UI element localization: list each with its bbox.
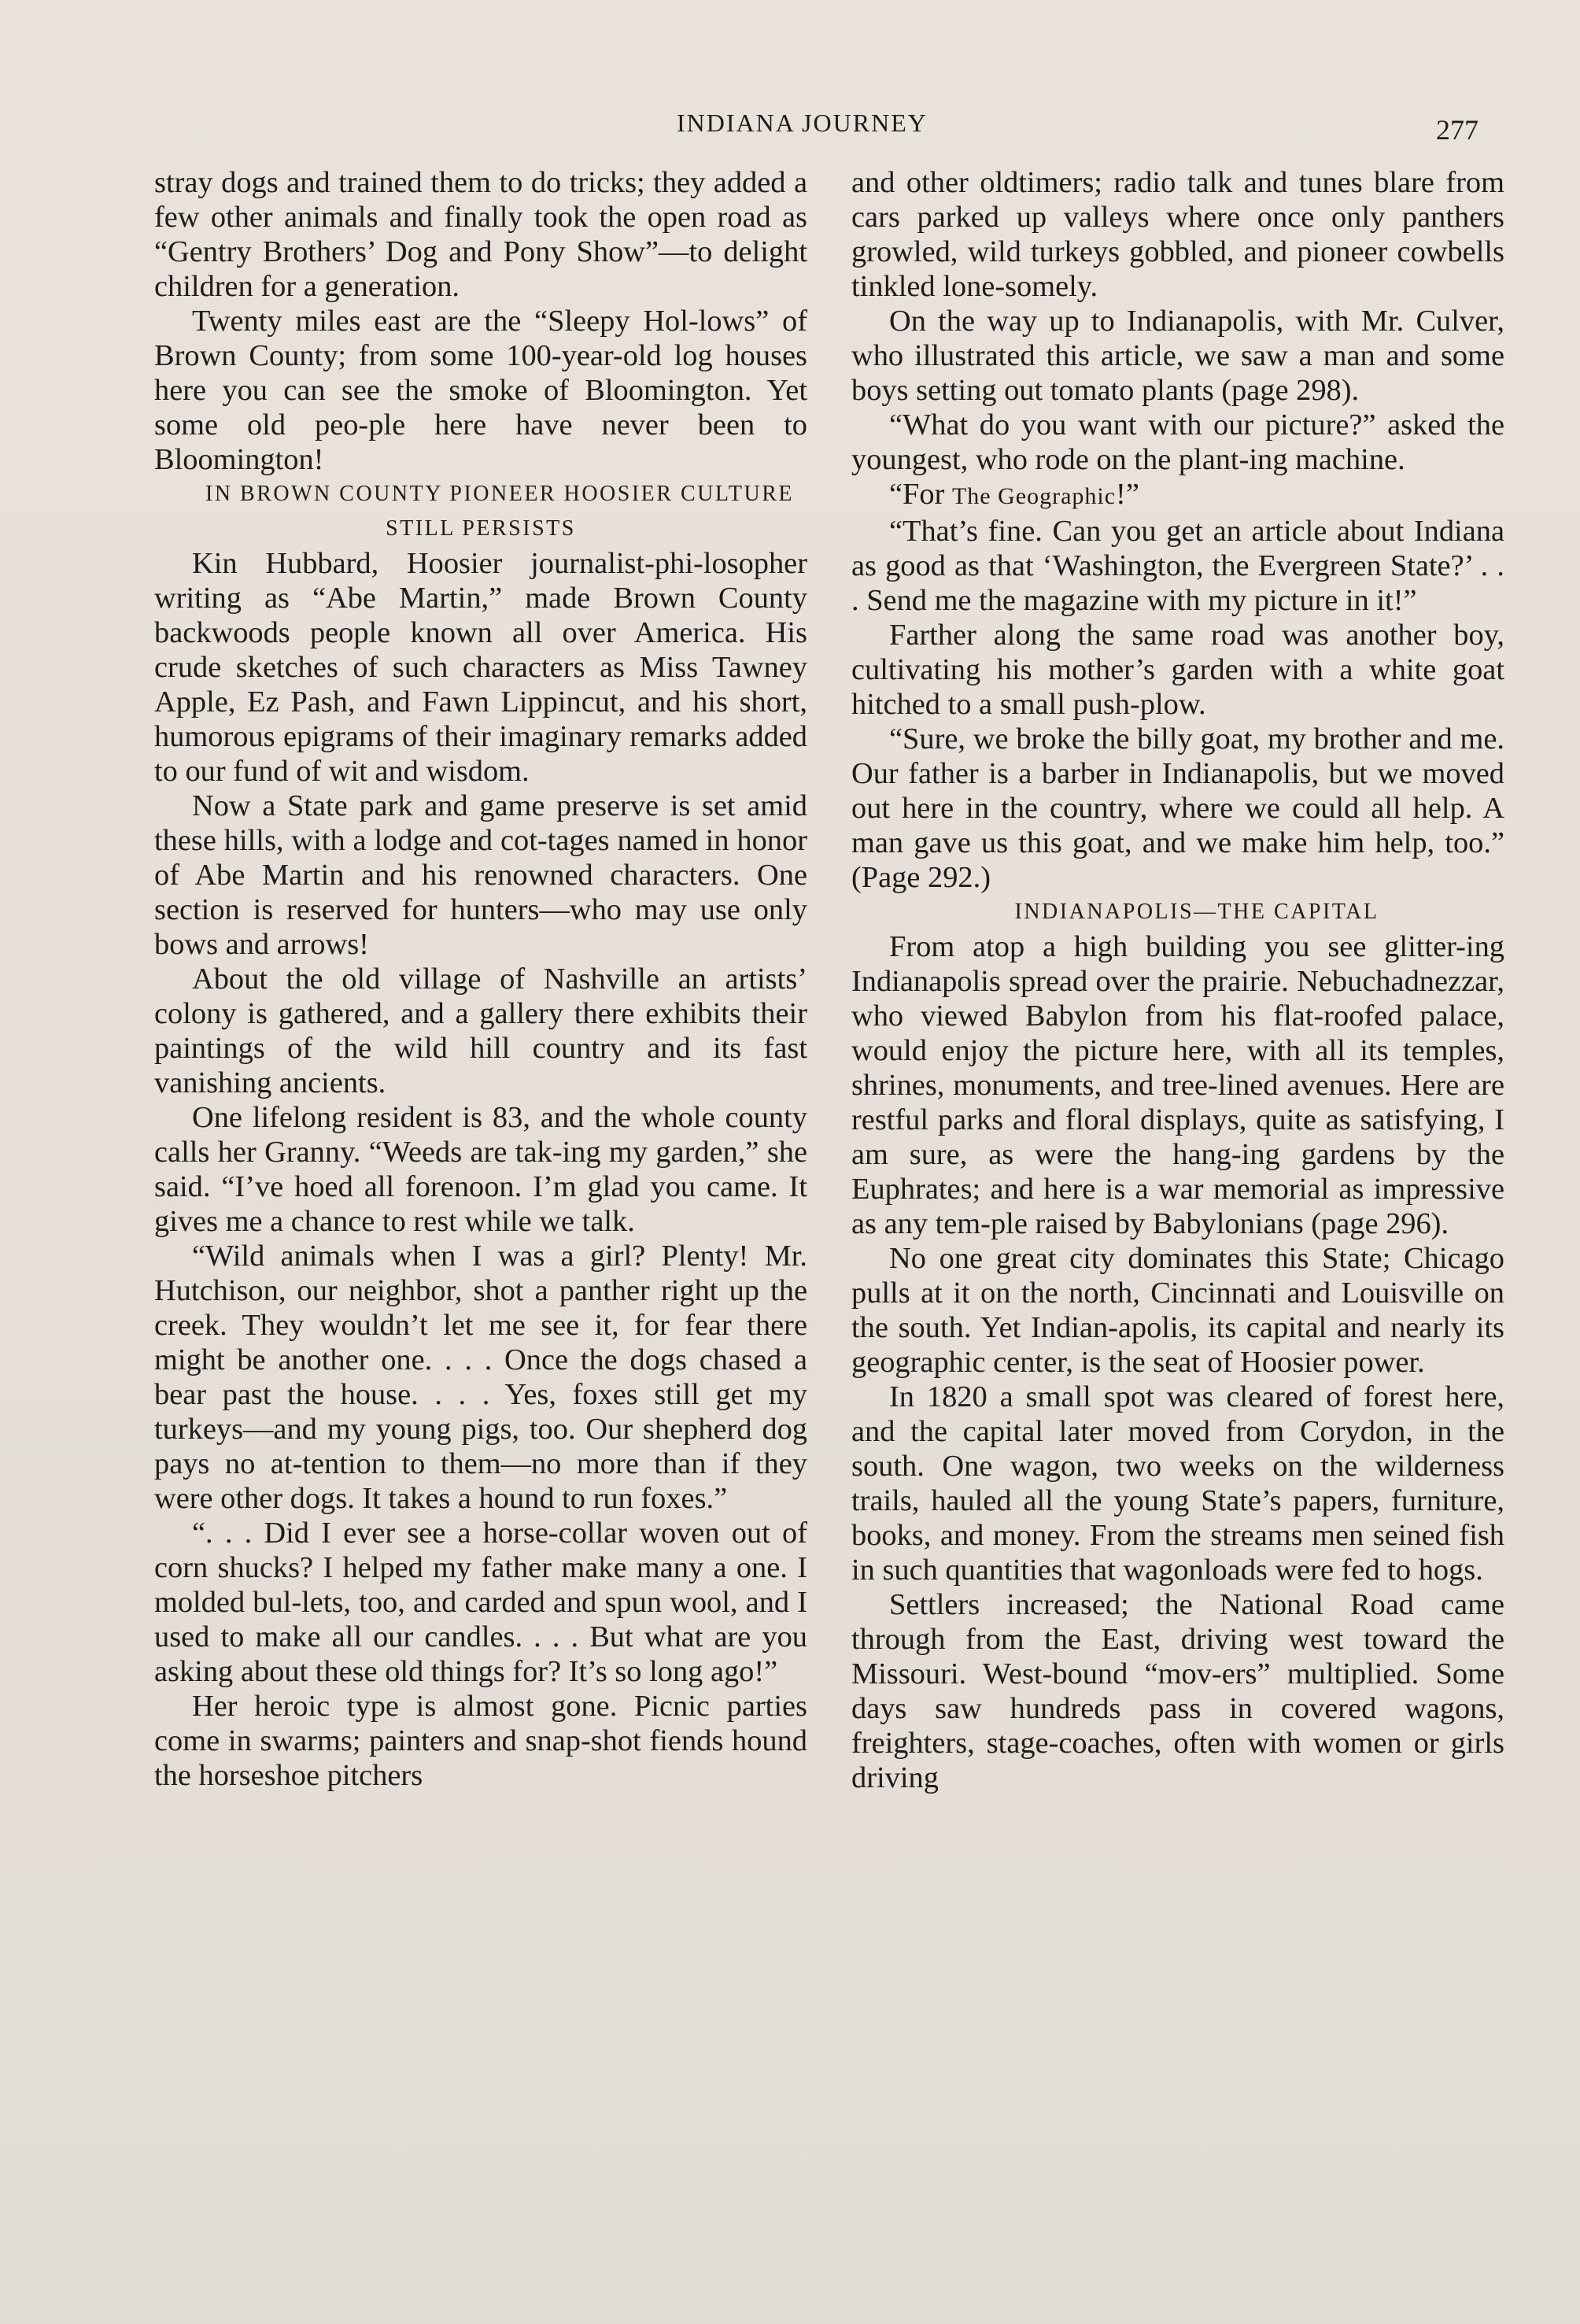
paragraph: One lifelong resident is 83, and the whole county calls her Granny. “Weeds are tak-ing my garden,” she said. “I’ve hoed all forenoon. I’m glad you came. It gives me a chance to rest while we talk.: [154, 1101, 807, 1238]
paragraph: On the way up to Indianapolis, with Mr. Culver, who illustrated this article, we saw a man and some boys setting out tomato plants (page 298).: [851, 305, 1504, 407]
left-column: [154, 165, 807, 1793]
paragraph: “. . . Did I ever see a horse-collar woven out of corn shucks? I helped my father make many a one. I molded bul-lets, too, and carded and spun wool, and I used to make all our candles. . . . But what are you asking about these old things for? It’s so long ago!”: [154, 1517, 807, 1688]
magazine-name: The Geographic: [951, 483, 1117, 509]
running-head: INDIANA JOURNEY: [677, 109, 928, 137]
paragraph: [851, 477, 1504, 514]
paragraph: Settlers increased; the National Road came through from the East, driving west toward the Missouri. West-bound “mov-ers” multiplied. Some days saw hundreds pass in covered wagons, freighters, stage-coaches, often with women or girls driving: [851, 1588, 1504, 1794]
paragraph: “What do you want with our picture?” asked the youngest, who rode on the plant-ing machine.: [851, 408, 1504, 476]
right-column: [851, 165, 1504, 1795]
paragraph: Farther along the same road was another boy, cultivating his mother’s garden with a white goat hitched to a small push-plow.: [851, 619, 1504, 721]
section-subhead: INDIANAPOLIS—THE CAPITAL: [1014, 900, 1379, 924]
paragraph: “Wild animals when I was a girl? Plenty! Mr. Hutchison, our neighbor, shot a panther right up the creek. They wouldn’t let me see it, for fear there might be another one. . . . Once the dogs chased a bear past the house. . . . Yes, foxes still get my turkeys—and my young pigs, too. Our shepherd dog pays no at-tention to them—no more than if they were other dogs. It takes a hound to run foxes.”: [154, 1240, 807, 1515]
paragraph: Now a State park and game preserve is set amid these hills, with a lodge and cot-tages named in honor of Abe Martin and his renowned characters. One section is reserved for hunters—who may use only bows and arrows!: [154, 789, 807, 961]
paragraph: In 1820 a small spot was cleared of forest here, and the capital later moved from Corydon, in the south. One wagon, two weeks on the wilderness trails, hauled all the young State’s papers, furniture, books, and money. From the streams men seined fish in such quantities that wagonloads were fed to hogs.: [851, 1380, 1504, 1587]
paragraph: About the old village of Nashville an artists’ colony is gathered, and a gallery there exhibits their paintings of the wild hill country and its fast vanishing ancients.: [154, 962, 807, 1099]
paragraph: Kin Hubbard, Hoosier journalist-phi-losopher writing as “Abe Martin,” made Brown County backwoods people known all over America. His crude sketches of such characters as Miss Tawney Apple, Ez Pash, and Fawn Lippincut, and his short, humorous epigrams of their imaginary remarks added to our fund of wit and wisdom.: [154, 547, 807, 788]
quote-close: !”: [1116, 478, 1139, 511]
page-number: 277: [1436, 114, 1478, 146]
paragraph: From atop a high building you see glitter-ing Indianapolis spread over the prairie. Nebuchadnezzar, who viewed Babylon from his flat-roofed palace, would enjoy the picture here, with all its temples, shrines, monuments, and tree-lined avenues. Here are restful parks and floral displays, quite as satisfying, I am sure, as were the hang-ing gardens by the Euphrates; and here is a war memorial as impressive as any tem-ple raised by Babylonians (page 296).: [851, 930, 1504, 1240]
paragraph: “That’s fine. Can you get an article about Indiana as good as that ‘Washington, the Evergreen State?’ . . . Send me the magazine with my picture in it!”: [851, 515, 1504, 617]
paragraph: Twenty miles east are the “Sleepy Hol-lows” of Brown County; from some 100-year-old log houses here you can see the smoke of Bloomington. Yet some old peo-ple here have never been to Bloomington!: [154, 305, 807, 476]
paragraph: stray dogs and trained them to do tricks; they added a few other animals and finally took the open road as “Gentry Brothers’ Dog and Pony Show”—to delight children for a generation.: [154, 166, 807, 303]
paragraph: and other oldtimers; radio talk and tunes blare from cars parked up valleys where once only panthers growled, wild turkeys gobbled, and pioneer cowbells tinkled lone-somely.: [851, 166, 1504, 303]
quote-open: “For: [889, 478, 952, 511]
section-subhead: IN BROWN COUNTY PIONEER HOOSIER CULTURE STILL PERSISTS: [205, 482, 794, 541]
paragraph: Her heroic type is almost gone. Picnic parties come in swarms; painters and snap-shot fiends hound the horseshoe pitchers: [154, 1690, 807, 1792]
paragraph: “Sure, we broke the billy goat, my brother and me. Our father is a barber in Indianapolis, but we moved out here in the country, where we could all help. A man gave us this goat, and we make him help, too.” (Page 292.): [851, 722, 1504, 894]
paragraph: No one great city dominates this State; Chicago pulls at it on the north, Cincinnati and Louisville on the south. Yet Indian-apolis, its capital and nearly its geographic center, is the seat of Hoosier power.: [851, 1242, 1504, 1379]
